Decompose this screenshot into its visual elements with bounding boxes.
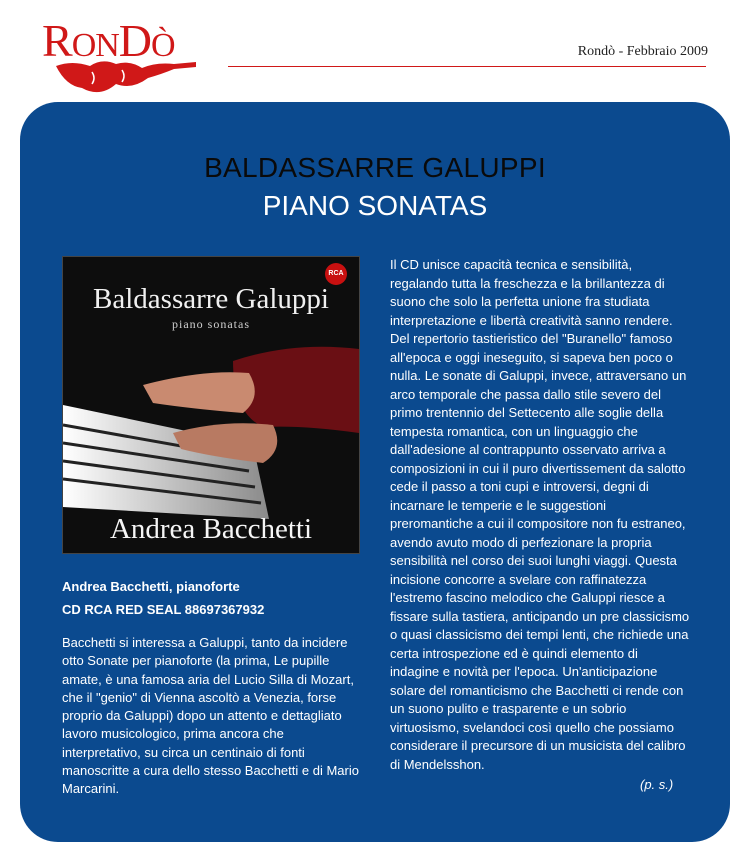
cover-title: Baldassarre Galuppi — [93, 283, 329, 315]
logo-letter-o: Ò — [151, 27, 175, 64]
review-left-column: Bacchetti si interessa a Galuppi, tanto da incidere otto Sonate per pianoforte (la prima, Le pupille amate, è una famosa aria del Lucio Silla di Mozart, che il "genio" di Vienna ascoltò a Venezia, forse proprio da Galuppi) dopo un attento e dettagliato lavoro musicologico, prima ancora che interpretativo, su circa un centinaio di fonti manoscritte a cura dello stesso Bacchetti e di Mario Marcarini. — [62, 635, 359, 797]
logo-letter-d: D — [118, 15, 152, 66]
violin-icon — [52, 58, 202, 100]
composer-title: BALDASSARRE GALUPPI — [204, 152, 546, 183]
masthead — [0, 0, 750, 100]
catalog-number: CD RCA RED SEAL 88697367932 — [62, 602, 265, 617]
author-signature: (p. s.) — [640, 777, 674, 792]
work-title: PIANO SONATAS — [262, 190, 488, 221]
logo-letter-r: R — [42, 15, 72, 66]
rca-badge — [325, 263, 347, 285]
album-cover — [62, 256, 360, 554]
rca-badge-text: RCA — [328, 270, 344, 277]
album-credits — [62, 575, 362, 621]
logo-letters-on: ON — [71, 27, 119, 64]
cover-subtitle: piano sonatas — [172, 317, 250, 331]
review-right-column: Il CD unisce capacità tecnica e sensibilità, regalando tutta la freschezza e la brillantezza di suono che solo la perfetta unione fra studiata interpretazione e libertà creatività sanno rendere. Del repertorio tastieristico del "Buranello" famoso all'epoca e oggi ineseguito, si sapeva ben poco o nulla. Le sonate di Galuppi, invece, attraversano un arco temporale che passa dallo stile severo del primo trentennio del Settecento alle soglie della tempesta romantica, con un linguaggio che dall'adesione al contrappunto osservato arriva a composizioni in cui il puro divertissement da salotto cede il passo a toni cupi e introversi, degni di incarnare le temperie e le suggestioni preromantiche a cui il compositore non fu estraneo, avendo avuto modo di perfezionare la propria sensibilità nel corso dei suoi lunghi viaggi. Questa incisione concorre a svelare con raffinatezza l'estremo fascino melodico che Galuppi riesce a fissare sulla tastiera, anticipando un pre classicismo o quasi classicismo dei tempi lenti, che richiede una certa introspezione ed è quindi elemento di indagine e novità per l'epoca. Un'anticipazione solare del romanticismo che Bacchetti ci rende con un suono pulito e trasparente e un sobrio virtuosismo, svelandoci così quello che possiamo considerare il precursore di un musicista del calibro di Mendelsshon. — [390, 257, 690, 772]
performer-credit: Andrea Bacchetti, pianoforte — [62, 579, 240, 594]
header-rule — [228, 66, 706, 67]
cover-artist: Andrea Bacchetti — [109, 513, 313, 545]
issue-date: Rondò - Febbraio 2009 — [577, 44, 708, 59]
